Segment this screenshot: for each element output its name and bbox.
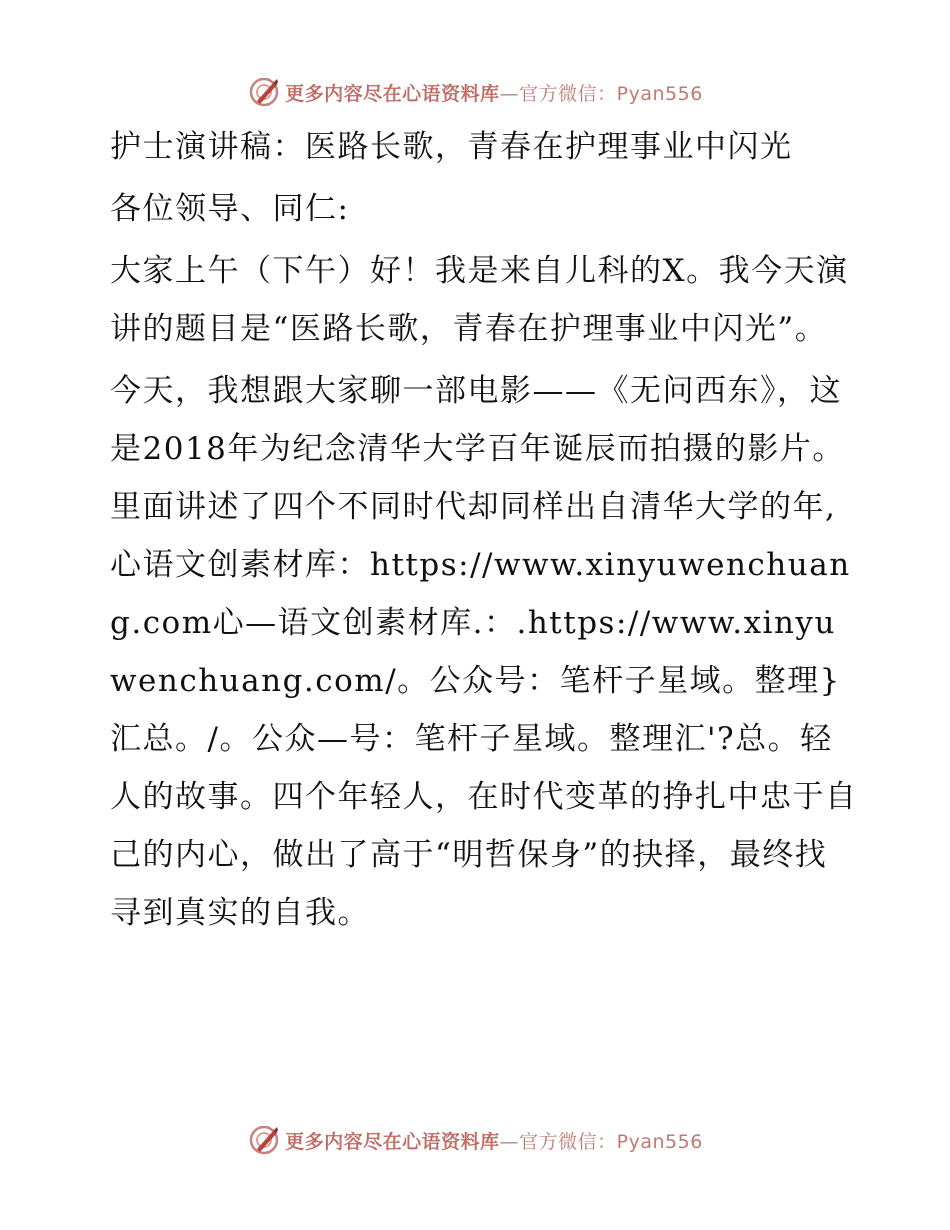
salutation: 各位领导、同仁: [110, 191, 350, 227]
header-watermark-text: 更多内容尽在心语资料库—官方微信：Pyan556 [285, 82, 703, 105]
paragraph-greeting: 大家上午（下午）好！我是来自儿科的X。我今天演讲的题目是“医路长歌，青春在护理事业中闪光”。 [110, 253, 849, 347]
footer-watermark-banner [0, 1120, 950, 1160]
document-title: 护士演讲稿：医路长歌，青春在护理事业中闪光 [110, 129, 793, 165]
pen-logo-icon [247, 1123, 281, 1157]
paragraph-movie: 今天，我想跟大家聊一部电影——《无问西东》，这是2018年为纪念清华大学百年诞辰而拍摄的影片。里面讲述了四个不同时代却同样出自清华大学的年,心语文创素材库：https://www.xinyuwenchuang.com心—语文创素材库.：.https://www.xinyuwenchuang.com/。公众号：笔杆子星域。整理}汇总。/。公众—号：笔杆子星域。整理汇'?总。轻人的故事。四个年轻人，在时代变革的挣扎中忠于自己的内心，做出了高于“明哲保身”的抉择，最终找寻到真实的自我。 [110, 373, 858, 931]
document-body [98, 118, 858, 946]
header-watermark-banner [0, 72, 950, 112]
footer-watermark-text: 更多内容尽在心语资料库—官方微信：Pyan556 [285, 1130, 703, 1153]
pen-logo-icon [247, 75, 281, 109]
